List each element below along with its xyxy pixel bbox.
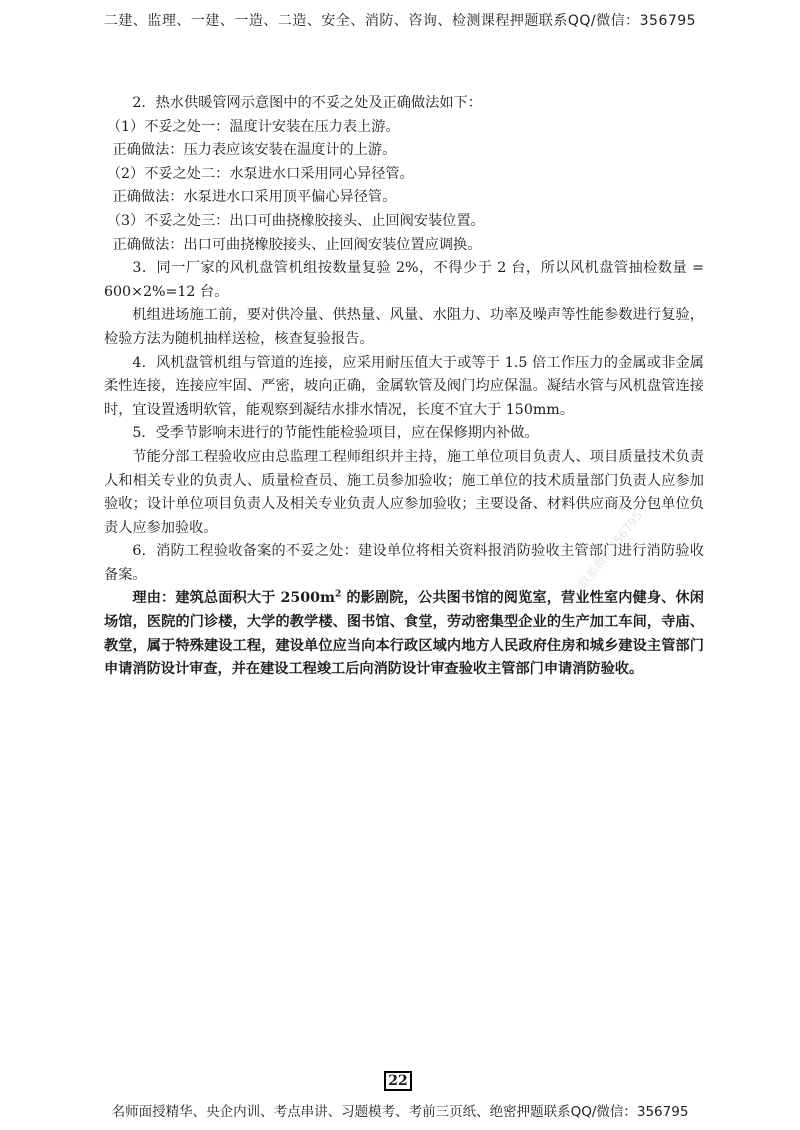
- q3-detail: 机组进场施工前，要对供冷量、供热量、风量、水阻力、功率及噪声等性能参数进行复验，检验方法为随机抽样送检，核查复验报告。: [104, 307, 704, 347]
- watermark: 唯一联系微信356795: [561, 508, 646, 610]
- q2-title: 2．热水供暖管网示意图中的不妥之处及正确做法如下：: [132, 95, 482, 111]
- q2-fix-3: 正确做法：出口可曲挠橡胶接头、止回阀安装位置应调换。: [112, 236, 482, 253]
- q5-text: 5．受季节影响未进行的节能性能检验项目，应在保修期内补做。: [132, 425, 539, 442]
- page-number: 22: [384, 1071, 412, 1091]
- q3-text: 3．同一厂家的风机盘管机组按数量复验 2%，不得少于 2 台，所以风机盘管抽检数量 = 600×2%=12 台。: [104, 260, 704, 300]
- page-header: 二建、监理、一建、一造、二造、安全、消防、咨询、检测课程押题联系QQ/微信：356795: [103, 13, 697, 29]
- q4-text: 4．风机盘管机组与管道的连接，应采用耐压值大于或等于 1.5 倍工作压力的金属或非金属柔性连接，连接应牢固、严密，坡向正确，金属软管及阀门均应保温。凝结水管与风机盘管连接时，宜设置透明软管，能观察到凝结水排水情况，长度不宜大于 150mm。: [104, 354, 704, 418]
- page-footer: 名师面授精华、央企内训、考点串讲、习题模考、考前三页纸、绝密押题联系QQ/微信：356795: [111, 1104, 689, 1120]
- q6-reason-sup: 2: [335, 589, 342, 600]
- q2-fix-1: 正确做法：压力表应该安装在温度计的上游。: [112, 142, 397, 159]
- q2-item-2: （2）不妥之处二：水泵进水口采用同心异径管。: [106, 165, 414, 182]
- answer-content: [104, 92, 704, 682]
- q6-reason-prefix: 理由：建筑总面积大于 2500m: [132, 590, 336, 607]
- q6-text: 6．消防工程验收备案的不妥之处：建设单位将相关资料报消防验收主管部门进行消防验收备案。: [104, 543, 704, 583]
- q6-reason: [104, 587, 704, 681]
- q2-fix-2: 正确做法：水泵进水口采用顶平偏心异径管。: [112, 189, 397, 206]
- q6-reason-rest: 的影剧院，公共图书馆的阅览室，营业性室内健身、休闲场馆，医院的门诊楼，大学的教学楼、图书馆、食堂，劳动密集型企业的生产加工车间，寺庙、教堂，属于特殊建设工程，建设单位应当向本行政区域内地方人民政府住房和城乡建设主管部门申请消防设计审查，并在建设工程竣工后向消防设计审查验收主管部门申请消防验收。: [104, 590, 704, 678]
- q2-item-1: （1）不妥之处一：温度计安装在压力表上游。: [106, 118, 400, 135]
- q5-detail: 节能分部工程验收应由总监理工程师组织并主持，施工单位项目负责人、项目质量技术负责人和相关专业的负责人、质量检查员、施工员参加验收；施工单位的技术质量部门负责人应参加验收；设计单位项目负责人及相关专业负责人应参加验收；主要设备、材料供应商及分包单位负责人应参加验收。: [104, 448, 704, 536]
- q2-item-3: （3）不妥之处三：出口可曲挠橡胶接头、止回阀安装位置。: [106, 212, 485, 229]
